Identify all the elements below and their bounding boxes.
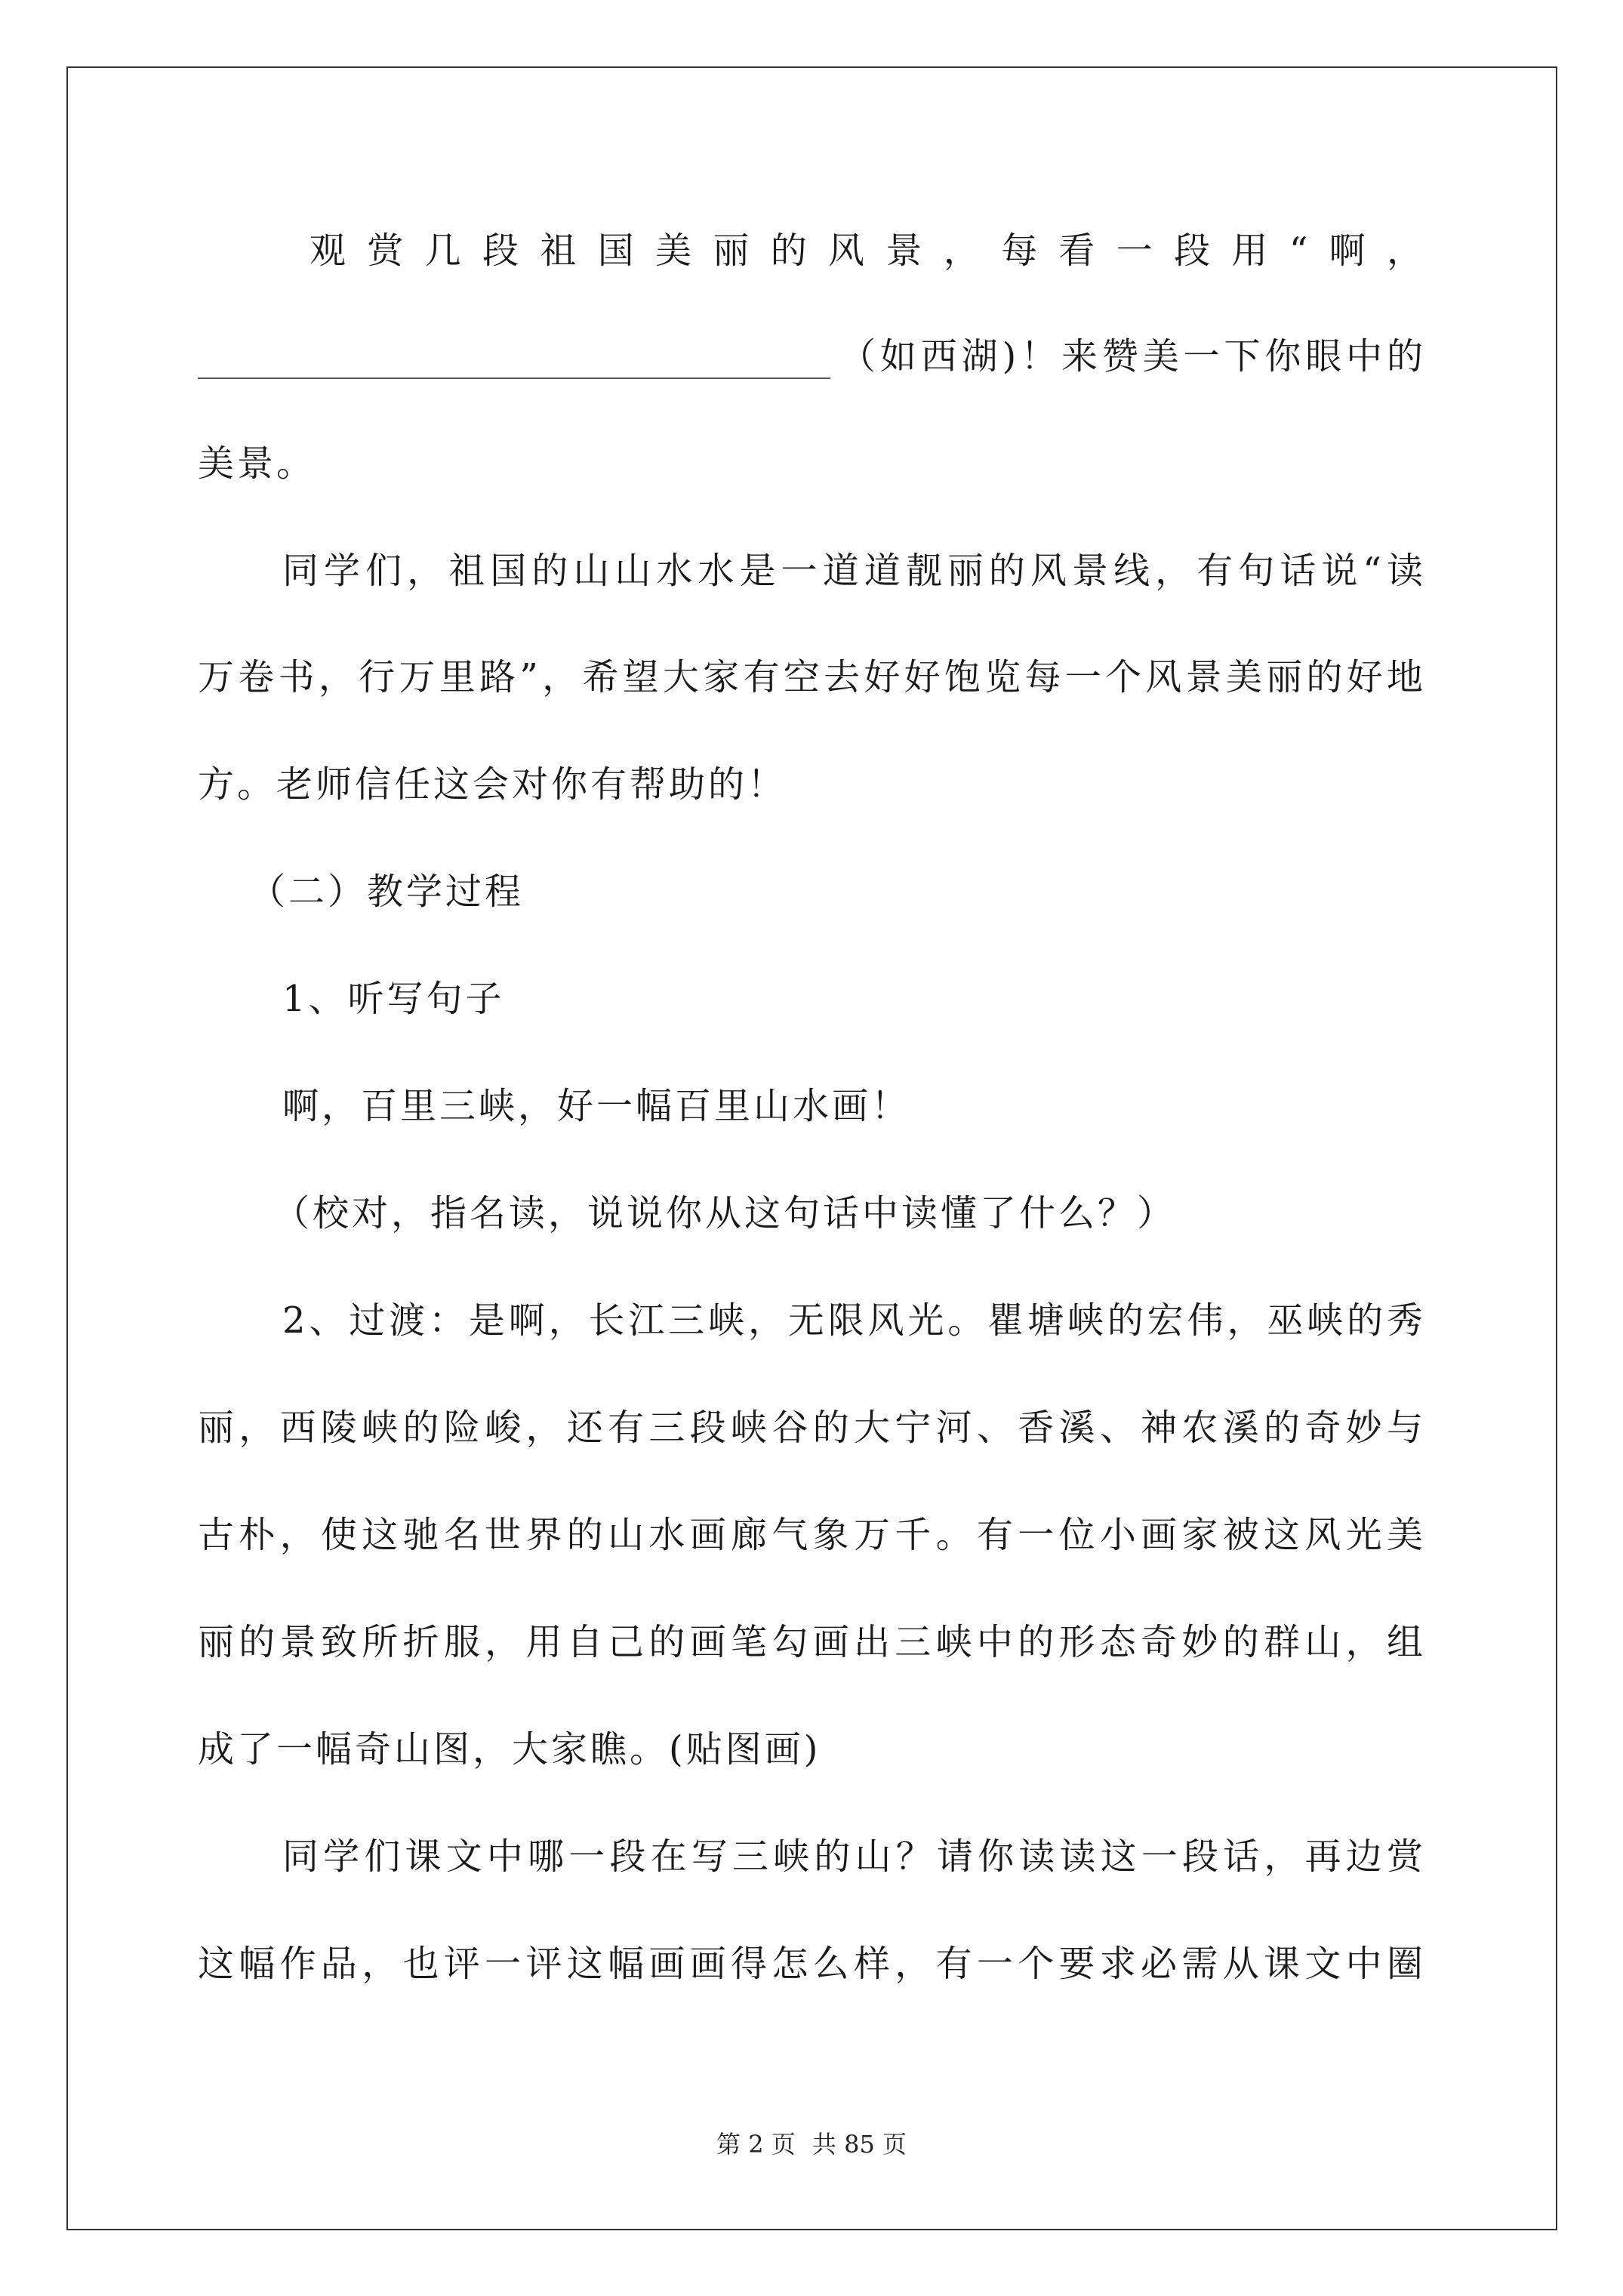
text-line-5: 万卷书，行万里路”，希望大家有空去好好饱览每一个风景美丽的好地 (198, 656, 1423, 698)
section-heading: （二）教学过程 (249, 871, 525, 913)
text-line-6: 方。老师信任这会对你有帮助的！ (198, 763, 787, 806)
text-line-17: 这幅作品，也评一评这幅画画得怎么样，有一个要求必需从课文中圈 (198, 1943, 1423, 1985)
text-line-16: 同学们课文中哪一段在写三峡的山？请你读读这一段话，再边赏 (282, 1835, 1423, 1878)
text-line-14: 丽的景致所折服，用自己的画笔勾画出三峡中的形态奇妙的群山，组 (198, 1621, 1423, 1663)
text-line-13: 古朴，使这驰名世界的山水画廊气象万千。有一位小画家被这风光美 (198, 1514, 1423, 1556)
text-line-4: 同学们，祖国的山山水水是一道道靓丽的风景线，有句话说“读 (282, 550, 1423, 592)
text-line-8: 1、听写句子 (282, 978, 505, 1020)
page-border (66, 66, 1557, 2230)
text-line-10: （校对，指名读，说说你从这句话中读懂了什么？） (273, 1192, 1177, 1234)
page-number: 第 2 页 (716, 2130, 796, 2159)
page-total: 共 85 页 (812, 2130, 907, 2159)
text-line-2: （如西湖)！来赞美一下你眼中的 (839, 335, 1423, 378)
text-line-11: 2、过渡：是啊，长江三峡，无限风光。瞿塘峡的宏伟，巫峡的秀 (282, 1299, 1423, 1342)
text-line-9: 啊，百里三峡，好一幅百里山水画！ (282, 1085, 911, 1127)
text-line-15: 成了一幅奇山图，大家瞧。(贴图画) (198, 1728, 821, 1771)
text-line-12: 丽，西陵峡的险峻，还有三段峡谷的大宁河、香溪、神农溪的奇妙与 (198, 1407, 1423, 1449)
text-line-3: 美景。 (198, 442, 316, 485)
page-footer (0, 2129, 1623, 2159)
fill-in-blank (198, 378, 830, 379)
text-line-1: 观赏几段祖国美丽的风景，每看一段用“啊， (310, 230, 1423, 272)
